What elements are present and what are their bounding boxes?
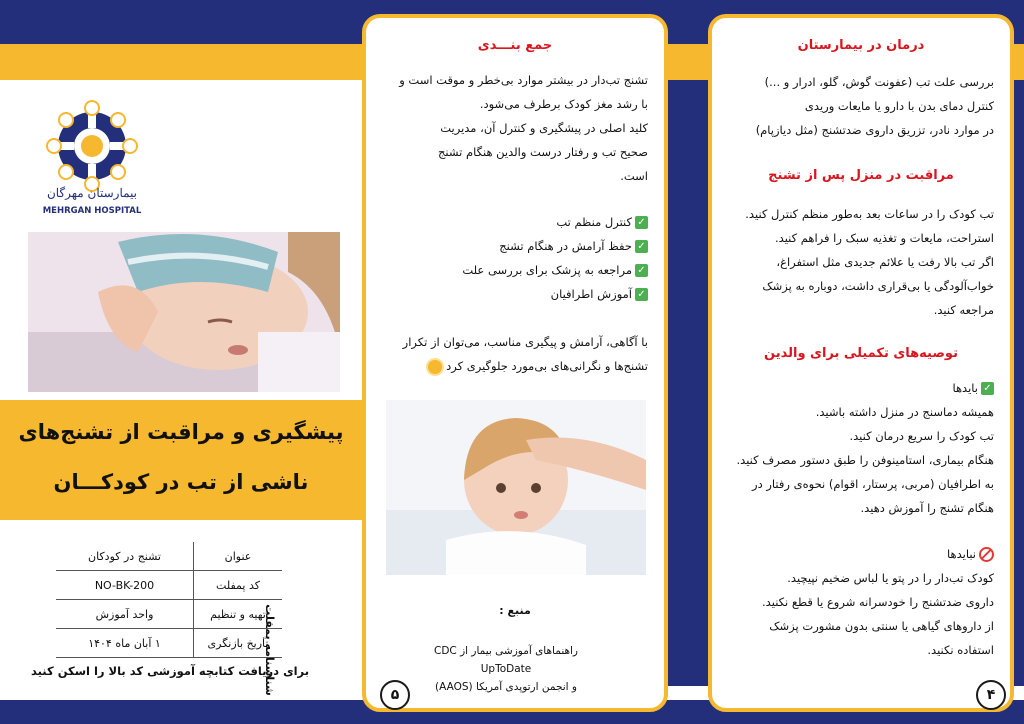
summary-closing <box>376 330 648 378</box>
dos-item: تب کودک را سریع درمان کنید. <box>849 429 994 443</box>
checklist-item-label: کنترل منظم تب <box>556 215 632 229</box>
donts-item: داروی ضدتشنج را خودسرانه شروع یا قطع نکنید. <box>762 595 994 609</box>
check-icon: ✓ <box>635 288 648 301</box>
check-icon: ✓ <box>635 216 648 229</box>
sources-title: منبع : <box>499 604 531 617</box>
source-item: و انجمن ارتوپدی آمریکا (AAOS) <box>435 681 577 693</box>
dos-item: همیشه دماسنج در منزل داشته باشید. <box>815 405 994 419</box>
cover-title-banner <box>0 400 362 520</box>
hospital-logo-icon <box>44 98 140 194</box>
cover-title-line1: پیشگیری و مراقبت از تشنج‌های <box>18 420 344 444</box>
info-row <box>56 542 282 571</box>
home-care-text <box>722 202 994 322</box>
checklist-item <box>376 258 648 282</box>
checklist-item <box>376 210 648 234</box>
home-care-line: مراجعه کنید. <box>933 303 994 317</box>
info-label: تاریخ بازنگری <box>194 629 283 658</box>
sun-emoji-icon <box>428 360 442 374</box>
scan-note: برای دریافت کتابچه آموزشی کد بالا را اسکن کنید <box>30 664 310 678</box>
pamphlet-info-table <box>56 542 282 658</box>
check-icon: ✓ <box>635 240 648 253</box>
page-number-5: ۵ <box>380 680 410 710</box>
summary-line: با رشد مغز کودک برطرف می‌شود. <box>479 97 648 111</box>
parents-tips-title: توصیه‌های تکمیلی برای والدین <box>764 346 958 361</box>
home-care-line: اگر تب بالا رفت یا علائم جدیدی مثل استفراغ، <box>776 255 994 269</box>
hospital-name-en: MEHRGAN HOSPITAL <box>42 206 142 216</box>
info-label: تهیه و تنظیم <box>194 600 283 629</box>
home-care-line: خواب‌آلودگی یا بی‌قراری داشت، دوباره به پزشک <box>762 279 994 293</box>
prohibited-icon <box>979 547 994 562</box>
dos-item: به اطرافیان (مربی، پرستار، اقوام) نحوه‌ی رفتار در <box>752 477 994 491</box>
summary-line: کلید اصلی در پیشگیری و کنترل آن، مدیریت <box>440 121 648 135</box>
checklist-item <box>376 282 648 306</box>
source-item: UpToDate <box>480 663 532 675</box>
summary-checklist <box>376 210 648 306</box>
donts-label: نبایدها <box>722 542 994 566</box>
checklist-item-label: حفظ آرامش در هنگام تشنج <box>499 239 632 253</box>
summary-closing-line2: تشنج‌ها و نگرانی‌های بی‌مورد جلوگیری کرد <box>376 354 648 378</box>
dos-label: ✓بایدها <box>722 376 994 400</box>
pamphlet-info-side-label: شناسنامه پمفلت <box>263 604 276 696</box>
home-care-line: تب کودک را در ساعات بعد به‌طور منظم کنترل کنید. <box>745 207 994 221</box>
summary-line: تشنج تب‌دار در بیشتر موارد بی‌خطر و موقت است و <box>399 73 648 87</box>
treatment-panel <box>708 14 1014 712</box>
info-label: عنوان <box>194 542 283 571</box>
checklist-item-label: مراجعه به پزشک برای بررسی علت <box>462 263 632 277</box>
cover-panel <box>0 80 362 700</box>
dos-item: هنگام تشنج را آموزش دهید. <box>860 501 994 515</box>
hospital-name-fa: بیمارستان مهرگان <box>46 186 138 200</box>
donts-list <box>722 566 994 662</box>
hospital-treatment-line: کنترل دمای بدن با دارو یا مایعات وریدی <box>804 99 994 113</box>
donts-item: از داروهای گیاهی یا سنتی بدون مشورت پزشک <box>769 619 994 633</box>
donts-item: کودک تب‌دار را در پتو یا لباس ضخیم نپیچید. <box>787 571 994 585</box>
checklist-item <box>376 234 648 258</box>
dos-item: هنگام بیماری، استامینوفن را طبق دستور مصرف کنید. <box>736 453 994 467</box>
hospital-treatment-line: بررسی علت تب (عفونت گوش، گلو، ادرار و ...) <box>764 75 994 89</box>
summary-panel <box>362 14 668 712</box>
hospital-treatment-line: در موارد نادر، تزریق داروی ضدتشنج (مثل دیازپام) <box>755 123 994 137</box>
hospital-treatment-text <box>722 70 994 142</box>
summary-closing-line1: با آگاهی، آرامش و پیگیری مناسب، می‌توان از تکرار <box>402 335 648 349</box>
summary-photo-child-in-bed <box>386 400 646 575</box>
info-row <box>56 571 282 600</box>
info-row <box>56 600 282 629</box>
check-icon: ✓ <box>635 264 648 277</box>
info-value: تشنج در کودکان <box>56 542 194 571</box>
summary-line: صحیح تب و رفتار درست والدین هنگام تشنج <box>437 145 648 159</box>
info-value: ۱ آبان ماه ۱۴۰۴ <box>56 629 194 658</box>
info-value: NO-BK-200 <box>56 571 194 600</box>
summary-paragraph <box>376 68 648 188</box>
sources-list <box>406 642 606 696</box>
summary-line: است. <box>620 169 648 183</box>
cover-photo-sick-child <box>28 232 340 392</box>
home-care-line: استراحت، مایعات و تغذیه سبک را فراهم کنید. <box>775 231 994 245</box>
info-row <box>56 629 282 658</box>
info-value: واحد آموزش <box>56 600 194 629</box>
dos-list <box>722 400 994 520</box>
checklist-item-label: آموزش اطرافیان <box>550 287 632 301</box>
page-number-4: ۴ <box>976 680 1006 710</box>
donts-item: استفاده نکنید. <box>927 643 994 657</box>
source-item: راهنماهای آموزشی بیمار از CDC <box>433 645 579 657</box>
summary-title: جمع بنـــدی <box>477 38 553 53</box>
info-label: کد پمفلت <box>194 571 283 600</box>
cover-title-line2: ناشی از تب در کودکـــان <box>53 470 309 494</box>
hospital-treatment-title: درمان در بیمارستان <box>797 38 925 53</box>
home-care-title: مراقبت در منزل پس از تشنج <box>768 168 954 183</box>
check-icon: ✓ <box>981 382 994 395</box>
